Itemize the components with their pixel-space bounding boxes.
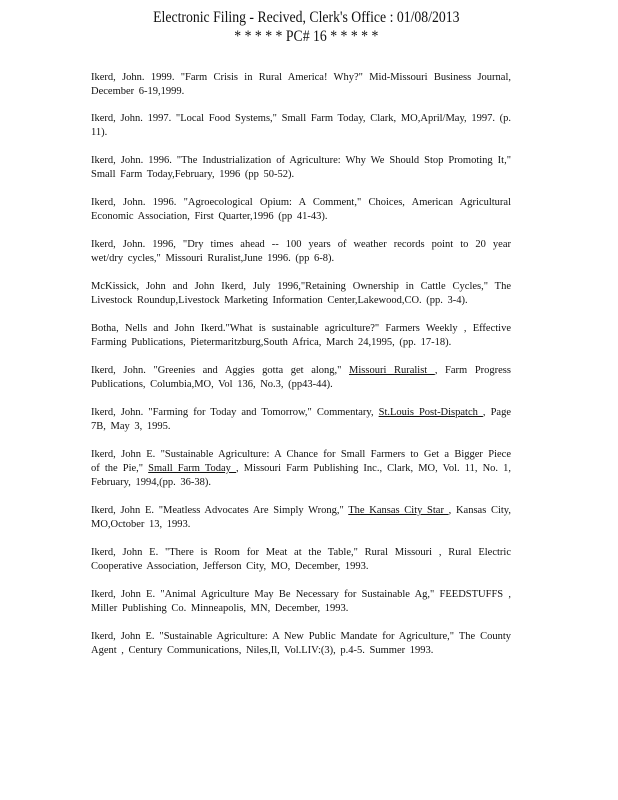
reference-item: Ikerd, John. "Farming for Today and Tomorrow," Commentary, St.Louis Post-Dispatch , Page 7B, May 3, 1995. <box>91 407 511 432</box>
reference-item: Ikerd, John. 1997. "Local Food Systems," Small Farm Today, Clark, MO,April/May, 1997. (p. 11). <box>91 113 511 138</box>
reference-list <box>91 71 511 672</box>
reference-item: Ikerd, John. 1999. "Farm Crisis in Rural America! Why?" Mid-Missouri Business Journal, December 6-19,1999. <box>91 72 511 97</box>
reference-item: Ikerd, John. "Greenies and Aggies gotta get along," Missouri Ruralist , Farm Progress Publications, Columbia,MO, Vol 136, No.3, (pp43-44). <box>91 365 511 390</box>
pc-number: * * * * * PC# 16 * * * * * <box>234 28 379 45</box>
reference-item: Ikerd, John E. "Meatless Advocates Are Simply Wrong," The Kansas City Star , Kansas City, MO,October 13, 1993. <box>91 505 511 530</box>
reference-item: McKissick, John and John Ikerd, July 1996,"Retaining Ownership in Cattle Cycles," The Livestock Roundup,Livestock Marketing Information Center,Lakewood,CO. (pp. 3-4). <box>91 281 511 306</box>
reference-item: Ikerd, John. 1996. "The Industrialization of Agriculture: Why We Should Stop Promoting It," Small Farm Today,February, 1996 (pp 50-52). <box>91 155 511 180</box>
reference-item: Ikerd, John E. "Sustainable Agriculture: A New Public Mandate for Agriculture," The County Agent , Century Communications, Niles,Il, Vol.LIV:(3), p.4-5. Summer 1993. <box>91 631 511 656</box>
filing-stamp: Electronic Filing - Recived, Clerk's Office : 01/08/2013 <box>153 9 460 26</box>
reference-item: Ikerd, John. 1996. "Agroecological Opium: A Comment," Choices, American Agricultural Economic Association, First Quarter,1996 (pp 41-43). <box>91 197 511 222</box>
reference-item: Ikerd, John E. "Sustainable Agriculture: A Chance for Small Farmers to Get a Bigger Piece of the Pie," Small Farm Today , Missouri Farm Publishing Inc., Clark, MO, Vol. 11, No. 1, February, 1994,(pp. 36-38). <box>91 449 512 488</box>
reference-item: Ikerd, John E. "Animal Agriculture May Be Necessary for Sustainable Ag," FEEDSTUFFS , Miller Publishing Co. Minneapolis, MN, December, 1993. <box>91 589 511 614</box>
reference-item: Botha, Nells and John Ikerd."What is sustainable agriculture?" Farmers Weekly , Effective Farming Publications, Pietermaritzburg,South Africa, March 24,1995, (pp. 17-18). <box>91 323 511 348</box>
filing-header <box>41 8 572 46</box>
reference-item: Ikerd, John E. "There is Room for Meat at the Table," Rural Missouri , Rural Electric Cooperative Association, Jefferson City, MO, December, 1993. <box>91 547 511 572</box>
reference-item: Ikerd, John. 1996, "Dry times ahead -- 100 years of weather records point to 20 year wet/dry cycles," Missouri Ruralist,June 1996. (pp 6-8). <box>91 239 511 264</box>
